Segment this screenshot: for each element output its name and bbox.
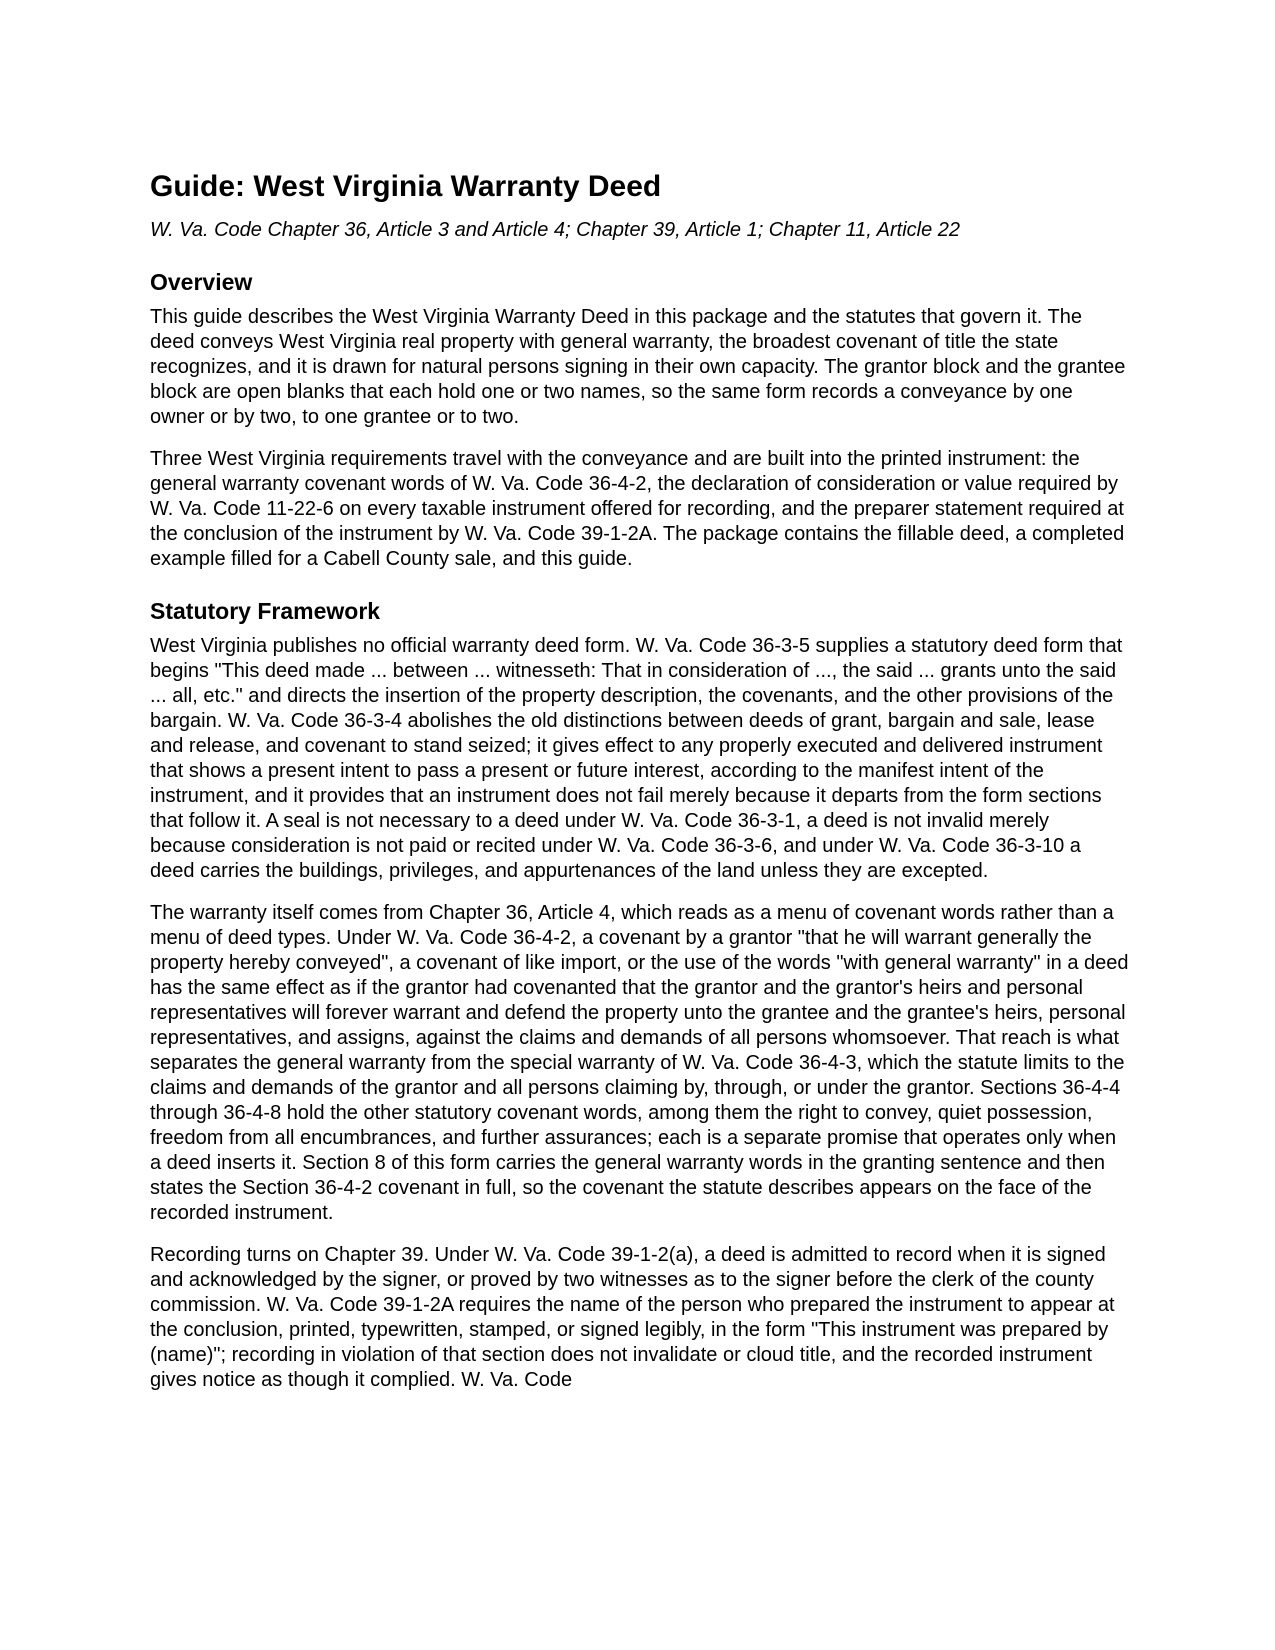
section-heading: Overview <box>150 269 253 295</box>
paragraph: The warranty itself comes from Chapter 36, Article 4, which reads as a menu of covenant words rather than a menu of deed types. Under W. Va. Code 36-4-2, a covenant by a grantor "that he will warrant generally the property hereby conveyed", a covenant of like import, or the use of the words "with general warranty" in a deed has the same effect as if the grantor had covenanted that the grantor and the grantor's heirs and personal representatives will forever warrant and defend the property unto the grantee and the grantee's heirs, personal representatives, and assigns, against the claims and demands of all persons whomsoever. That reach is what separates the general warranty from the special warranty of W. Va. Code 36-4-3, which the statute limits to the claims and demands of the grantor and all persons claiming by, through, or under the grantor. Sections 36-4-4 through 36-4-8 hold the other statutory covenant words, among them the right to convey, quiet possession, freedom from all encumbrances, and further assurances; each is a separate promise that operates only when a deed inserts it. Section 8 of this form carries the general warranty words in the granting sentence and then states the Section 36-4-2 covenant in full, so the covenant the statute describes appears on the face of the recorded instrument. <box>150 902 1129 1224</box>
section-heading: Statutory Framework <box>150 598 381 624</box>
document-page <box>150 168 1130 1410</box>
paragraph: West Virginia publishes no official warranty deed form. W. Va. Code 36-3-5 supplies a statutory deed form that begins "This deed made ... between ... witnesseth: That in consideration of ..., the said ... grants unto the said ... all, etc." and directs the insertion of the property description, the covenants, and the other provisions of the bargain. W. Va. Code 36-3-4 abolishes the old distinctions between deeds of grant, bargain and sale, lease and release, and covenant to stand seized; it gives effect to any properly executed and delivered instrument that shows a present intent to pass a present or future interest, according to the manifest intent of the instrument, and it provides that an instrument does not fail merely because it departs from the form sections that follow it. A seal is not necessary to a deed under W. Va. Code 36-3-1, a deed is not invalid merely because consideration is not paid or recited under W. Va. Code 36-3-6, and under W. Va. Code 36-3-10 a deed carries the buildings, privileges, and appurtenances of the land unless they are excepted. <box>150 635 1123 882</box>
document-title: Guide: West Virginia Warranty Deed <box>150 170 662 203</box>
section-statutory-framework <box>150 596 1130 1393</box>
paragraph: Recording turns on Chapter 39. Under W. Va. Code 39-1-2(a), a deed is admitted to record when it is signed and acknowledged by the signer, or proved by two witnesses as to the signer before the clerk of the county commission. W. Va. Code 39-1-2A requires the name of the person who prepared the instrument to appear at the conclusion, printed, typewritten, stamped, or signed legibly, in the form "This instrument was prepared by (name)"; recording in violation of that section does not invalidate or cloud title, and the recorded instrument gives notice as though it complied. W. Va. Code <box>150 1244 1115 1391</box>
paragraph: Three West Virginia requirements travel with the conveyance and are built into the printed instrument: the general warranty covenant words of W. Va. Code 36-4-2, the declaration of consideration or value required by W. Va. Code 11-22-6 on every taxable instrument offered for recording, and the preparer statement required at the conclusion of the instrument by W. Va. Code 39-1-2A. The package contains the fillable deed, a completed example filled for a Cabell County sale, and this guide. <box>150 448 1125 570</box>
paragraph: This guide describes the West Virginia Warranty Deed in this package and the statutes that govern it. The deed conveys West Virginia real property with general warranty, the broadest covenant of title the state recognizes, and it is drawn for natural persons signing in their own capacity. The grantor block and the grantee block are open blanks that each hold one or two names, so the same form records a conveyance by one owner or by two, to one grantee or to two. <box>150 306 1126 428</box>
document-subtitle: W. Va. Code Chapter 36, Article 3 and Article 4; Chapter 39, Article 1; Chapter 11, Article 22 <box>150 219 961 241</box>
section-overview <box>150 267 1130 572</box>
